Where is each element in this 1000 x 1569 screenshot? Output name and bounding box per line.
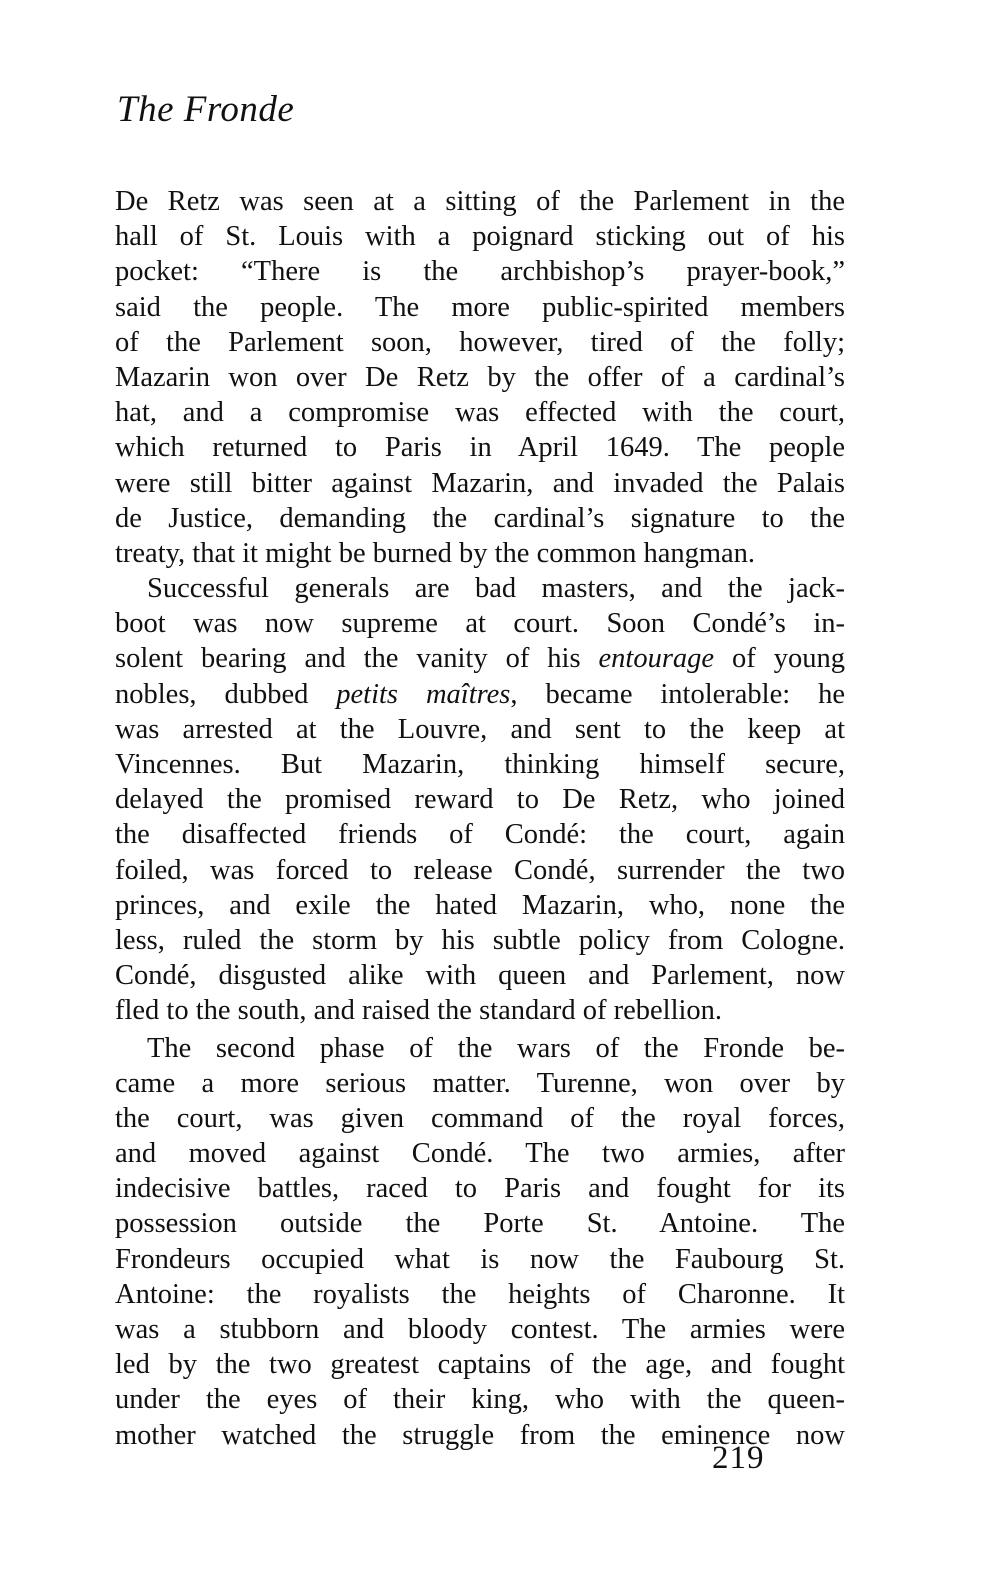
text-line: mother watched the struggle from the eminence now: [115, 1419, 845, 1451]
running-head: The Fronde: [117, 89, 295, 130]
text-line: came a more serious matter. Turenne, won over by: [115, 1067, 845, 1099]
body-text: [115, 184, 845, 1453]
text-line: indecisive battles, raced to Paris and fought for its: [115, 1173, 845, 1205]
text-line: possession outside the Porte St. Antoine. The: [115, 1208, 845, 1240]
text-line: hall of St. Louis with a poignard sticking out of his: [115, 221, 845, 253]
text-line: was a stubborn and bloody contest. The armies were: [115, 1314, 845, 1345]
text-line: hat, and a compromise was effected with the court,: [115, 397, 845, 429]
text-line: De Retz was seen at a sitting of the Parlement in the: [115, 186, 845, 217]
text-line: solent bearing and the vanity of his entourage of young: [115, 643, 845, 675]
text-line: delayed the promised reward to De Retz, who joined: [115, 784, 845, 816]
text-line: nobles, dubbed petits maîtres, became intolerable: he: [115, 678, 845, 710]
text-line: the disaffected friends of Condé: the court, again: [115, 819, 845, 851]
text-line: pocket: “There is the archbishop’s prayer-book,”: [115, 256, 845, 288]
text-line: de Justice, demanding the cardinal’s signature to the: [115, 502, 845, 534]
text-line: which returned to Paris in April 1649. The people: [115, 432, 845, 464]
text-line: fled to the south, and raised the standard of rebellion.: [115, 995, 723, 1027]
text-line: led by the two greatest captains of the age, and fought: [115, 1349, 845, 1381]
text-line: under the eyes of their king, who with the queen-: [115, 1384, 845, 1416]
paragraph-1: [115, 184, 845, 571]
text-line: the court, was given command of the royal forces,: [115, 1102, 845, 1134]
paragraph-2: [115, 571, 845, 1028]
page-number: 219: [712, 1440, 765, 1476]
text-line: boot was now supreme at court. Soon Condé’s in-: [115, 608, 845, 640]
text-line: were still bitter against Mazarin, and invaded the Palais: [115, 467, 845, 499]
text-line: The second phase of the wars of the Fronde be-: [147, 1032, 845, 1064]
text-line: less, ruled the storm by his subtle policy from Cologne.: [115, 924, 845, 956]
text-line: Condé, disgusted alike with queen and Parlement, now: [115, 960, 845, 992]
text-line: of the Parlement soon, however, tired of the folly;: [115, 326, 845, 358]
text-line: Successful generals are bad masters, and the jack-: [147, 573, 845, 605]
italic-term: entourage: [598, 643, 715, 675]
italic-term: petits maîtres: [336, 678, 511, 710]
text-line: Antoine: the royalists the heights of Charonne. It: [115, 1278, 845, 1310]
text-line: was arrested at the Louvre, and sent to the keep at: [115, 713, 845, 745]
text-line: foiled, was forced to release Condé, surrender the two: [115, 854, 845, 886]
text-line: princes, and exile the hated Mazarin, who, none the: [115, 889, 845, 921]
text-line: treaty, that it might be burned by the common hangman.: [115, 537, 756, 569]
text-line: Vincennes. But Mazarin, thinking himself secure,: [115, 749, 845, 780]
text-line: Mazarin won over De Retz by the offer of a cardinal’s: [115, 361, 845, 393]
text-line: said the people. The more public-spirited members: [115, 291, 845, 323]
paragraph-3: [115, 1031, 845, 1453]
text-line: and moved against Condé. The two armies, after: [115, 1138, 845, 1170]
text-line: Frondeurs occupied what is now the Faubourg St.: [115, 1243, 845, 1275]
